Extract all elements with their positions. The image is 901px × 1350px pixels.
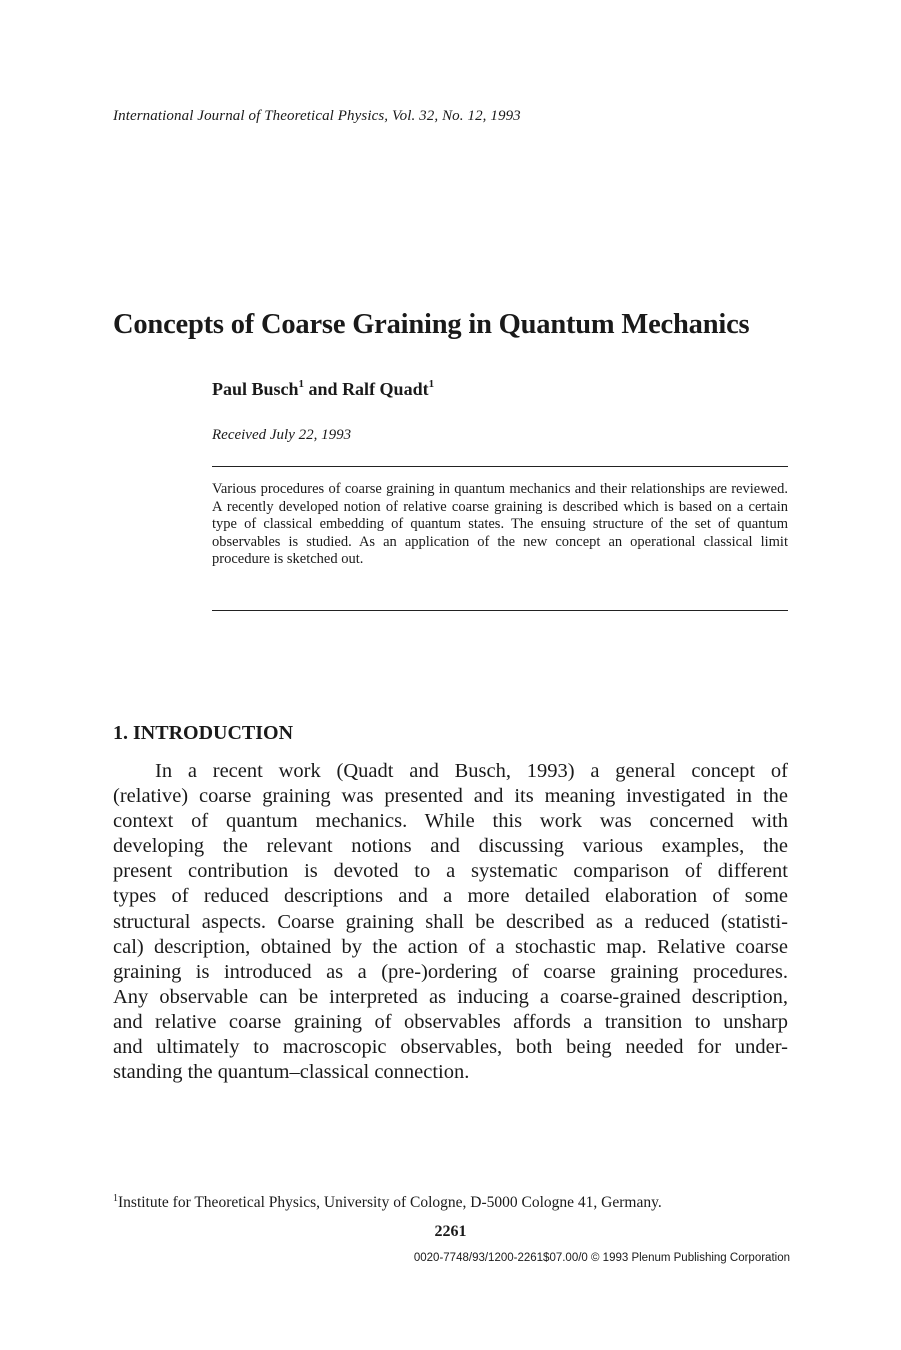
- journal-citation: International Journal of Theoretical Physics, Vol. 32, No. 12, 1993: [113, 108, 521, 124]
- body-line: developing the relevant notions and discussing various examples, the: [113, 835, 788, 858]
- body-line: present contribution is devoted to a systematic comparison of different: [113, 860, 788, 883]
- body-line: structural aspects. Coarse graining shall be described as a reduced (statisti-: [113, 910, 788, 933]
- body-line: cal) description, obtained by the action of a stochastic map. Relative coarse: [113, 935, 788, 958]
- abstract-text: Various procedures of coarse graining in quantum mechanics and their relationships are reviewed. A recently developed notion of relative coarse graining is described which is based on a certain type of classical embedding of quantum states. The ensuing structure of the set of quantum observables is studied. As an application of the new concept an operational classical limit procedure is sketched out.: [212, 481, 788, 568]
- abstract-top-rule: [212, 466, 788, 467]
- body-line: graining is introduced as a (pre-)ordering of coarse graining procedures.: [113, 960, 788, 983]
- author-name: Ralf Quadt: [342, 379, 429, 399]
- body-line: types of reduced descriptions and a more detailed elaboration of some: [113, 885, 788, 908]
- abstract-bottom-rule: [212, 610, 788, 611]
- section-heading: 1. INTRODUCTION: [113, 722, 294, 744]
- body-line: Any observable can be interpreted as inducing a coarse-grained description,: [113, 985, 788, 1008]
- affiliation-mark: 1: [428, 378, 435, 390]
- body-line: In a recent work (Quadt and Busch, 1993) a general concept of: [155, 760, 788, 782]
- affiliation-mark: 1: [298, 378, 305, 390]
- body-line: and ultimately to macroscopic observables, both being needed for under-: [113, 1036, 788, 1059]
- footnote: [113, 1193, 662, 1212]
- body-line: context of quantum mechanics. While this work was concerned with: [113, 810, 788, 833]
- author-name: Paul Busch: [212, 379, 299, 399]
- received-date: Received July 22, 1993: [212, 427, 352, 443]
- body-line: (relative) coarse graining was presented and its meaning investigated in the: [113, 785, 788, 808]
- section-body: [113, 759, 788, 1085]
- body-line: standing the quantum–classical connection.: [113, 1061, 470, 1084]
- paper-title: Concepts of Coarse Graining in Quantum Mechanics: [113, 309, 750, 340]
- author-connector: and: [308, 379, 338, 399]
- author-list: [212, 379, 434, 400]
- footnote-text: Institute for Theoretical Physics, University of Cologne, D-5000 Cologne 41, Germany.: [118, 1194, 662, 1212]
- page-number: 2261: [434, 1223, 467, 1240]
- copyright-line: 0020-7748/93/1200-2261$07.00/0 © 1993 Plenum Publishing Corporation: [413, 1252, 790, 1264]
- footnote-mark: 1: [113, 1193, 118, 1204]
- body-line: and relative coarse graining of observables affords a transition to unsharp: [113, 1010, 788, 1033]
